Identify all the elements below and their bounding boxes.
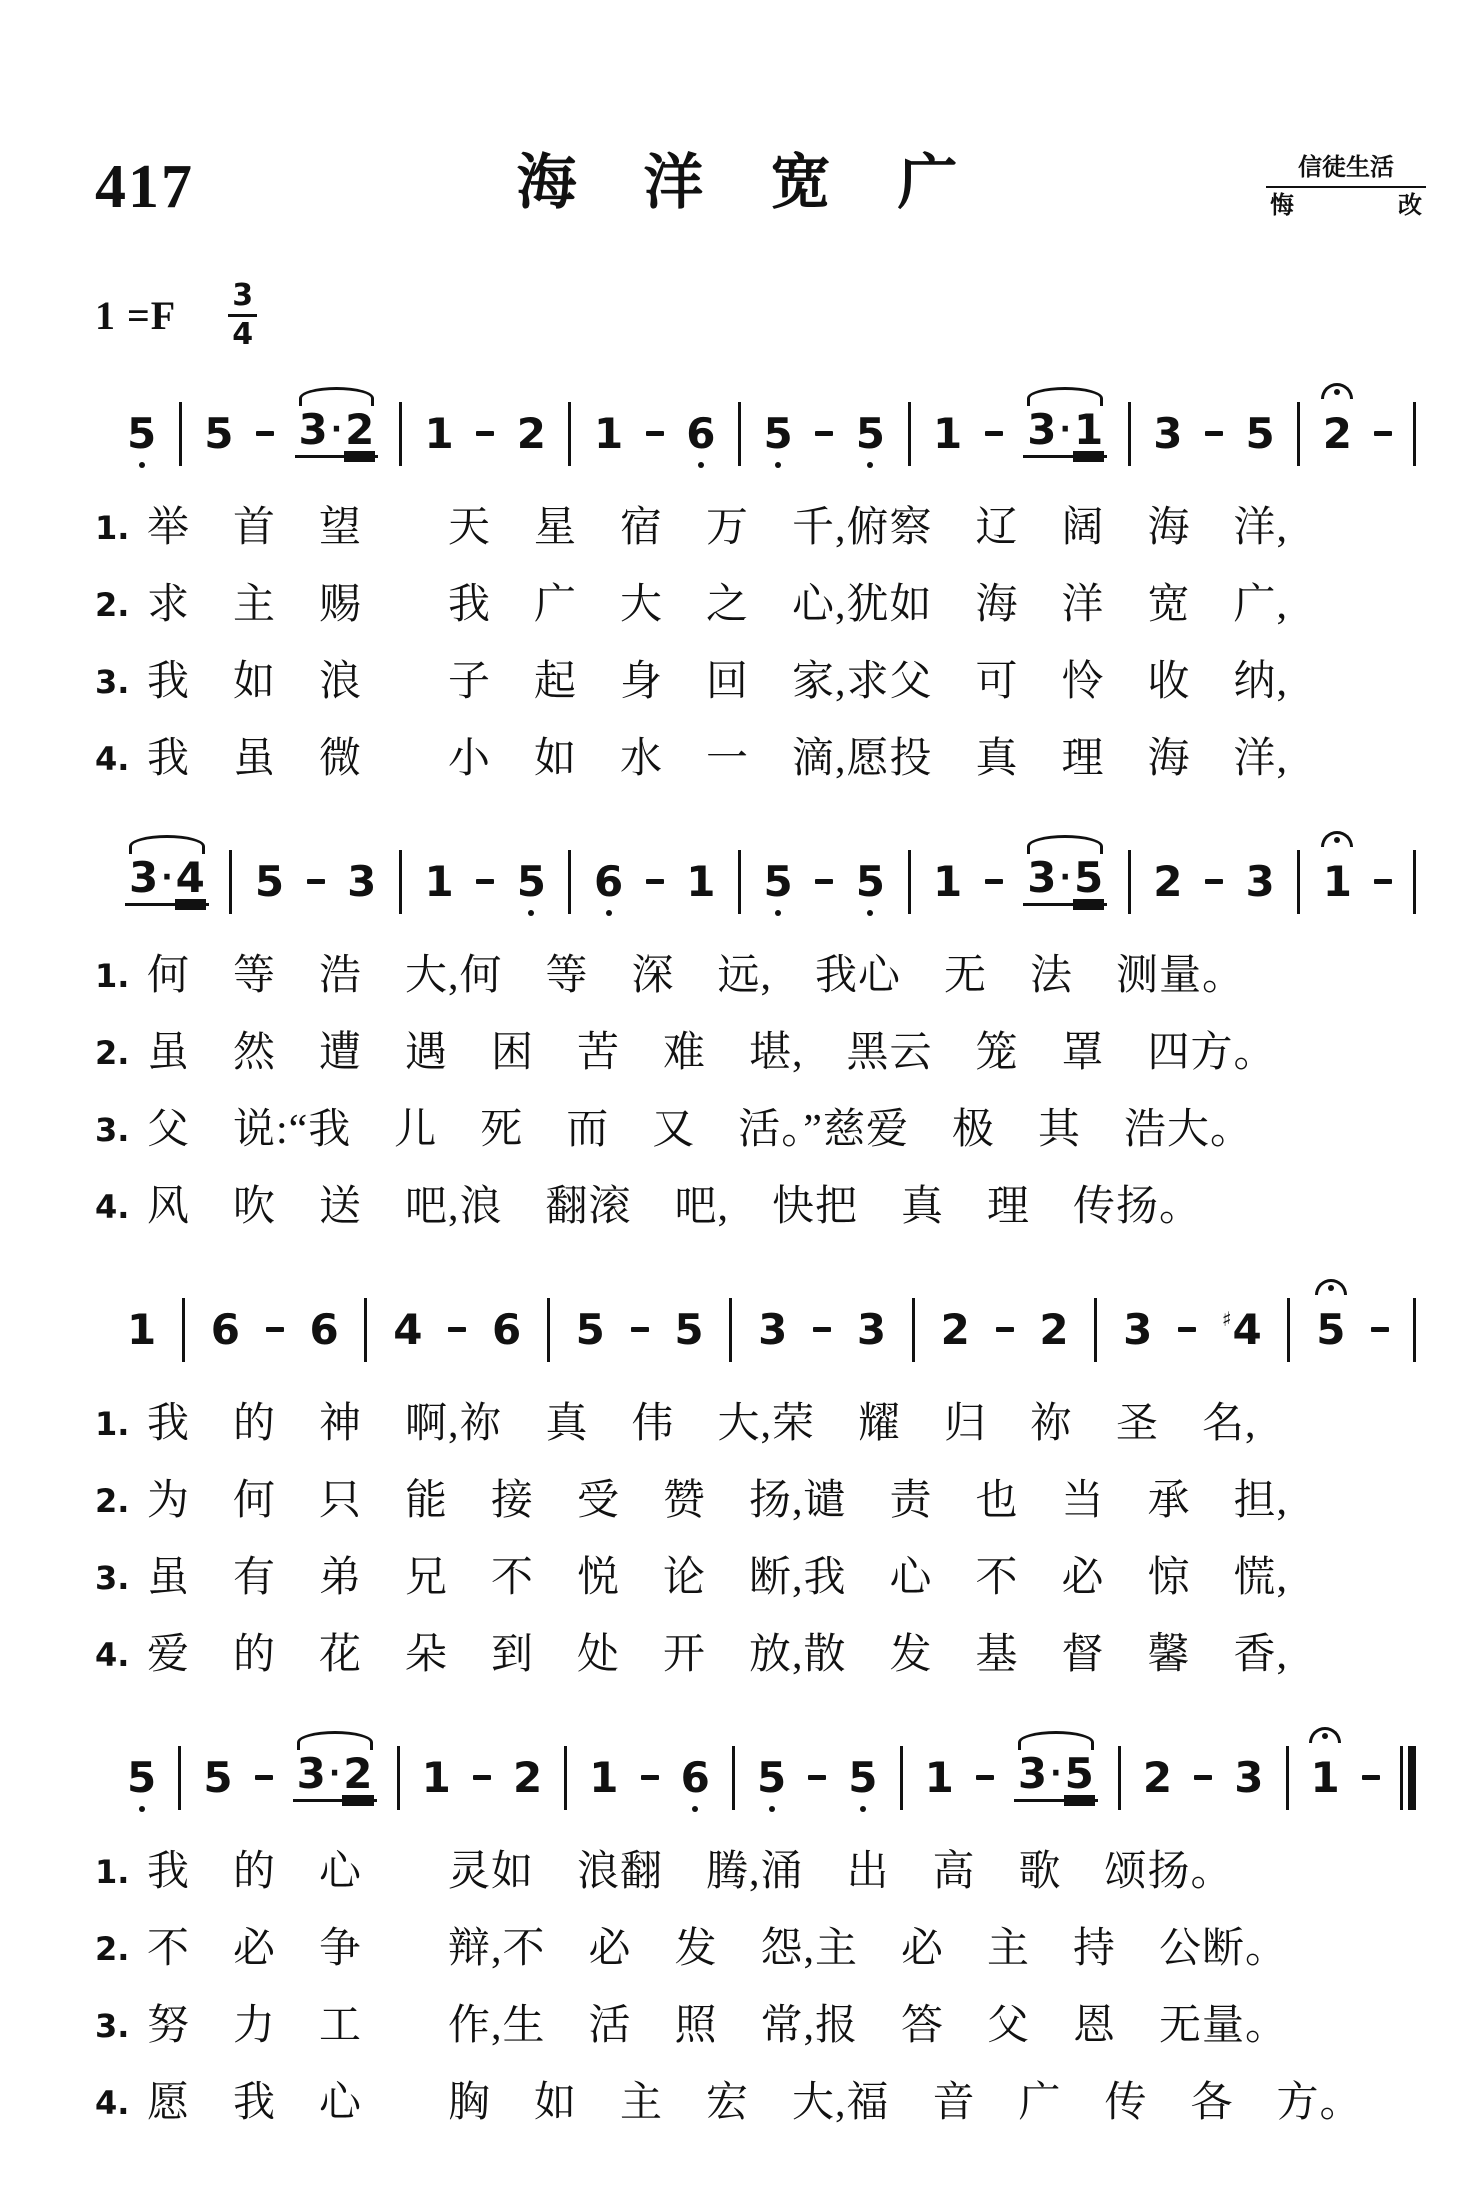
score <box>95 384 1426 2142</box>
duration-dash <box>476 431 494 436</box>
note-digit: 1 <box>421 1752 451 1802</box>
barline <box>908 850 911 914</box>
verse-number: 4. <box>95 740 130 779</box>
jianpu-note <box>939 1304 972 1354</box>
note-digit: 6 <box>680 1752 710 1802</box>
duration-dash <box>641 1775 659 1780</box>
jianpu-note <box>931 856 964 906</box>
jianpu-note <box>422 856 455 906</box>
jianpu-note <box>854 408 887 458</box>
note-digit: 5 <box>203 1752 233 1802</box>
note-digit: 1 <box>589 1752 619 1802</box>
lyric-line <box>95 1911 1426 1988</box>
barline <box>399 850 402 914</box>
jianpu-note <box>490 1304 523 1354</box>
note-digit: 5 <box>674 1304 704 1354</box>
slurred-note-group <box>293 1749 377 1802</box>
note-digit: 6 <box>210 1304 240 1354</box>
jianpu-note <box>1321 856 1354 906</box>
verse-number: 1. <box>95 1405 130 1444</box>
jianpu-note <box>420 1752 453 1802</box>
lyric-line <box>95 1617 1426 1694</box>
slurred-note-group <box>1014 1749 1098 1802</box>
category-bottom-right: 改 <box>1398 193 1422 220</box>
barline <box>732 1746 735 1810</box>
slurred-note-group <box>125 853 209 906</box>
rhythm-dot: · <box>161 860 173 896</box>
note-digit: 2 <box>1153 856 1183 906</box>
jianpu-note <box>125 408 158 458</box>
barline <box>1297 402 1300 466</box>
note-digit: 1 <box>933 408 963 458</box>
note-digit: 2 <box>1142 1752 1173 1802</box>
note-digit: 3 <box>1017 1749 1048 1799</box>
jianpu-note <box>422 408 455 458</box>
note-digit: 5 <box>756 1752 787 1802</box>
lyric-text: 我 如 浪 子 起 身 回 家,求父 可 怜 收 纳, <box>147 659 1289 706</box>
jianpu-note <box>1026 405 1057 455</box>
lyric-line <box>95 490 1426 567</box>
barline <box>229 850 232 914</box>
verse-number: 1. <box>95 509 130 548</box>
note-digit: 6 <box>491 1304 522 1354</box>
key-signature: 1 =F <box>95 292 177 338</box>
time-signature-numerator: 3 <box>228 281 257 317</box>
lyric-line <box>95 1015 1426 1092</box>
jianpu-note <box>1073 405 1104 455</box>
lyrics-section-4 <box>95 1834 1426 2142</box>
duration-dash <box>1362 1775 1380 1780</box>
jianpu-note <box>128 853 159 903</box>
lyric-line <box>95 1988 1426 2065</box>
lyric-text: 为 何 只 能 接 受 赞 扬,谴 责 也 当 承 担, <box>147 1478 1289 1525</box>
verse-number: 3. <box>95 1559 130 1598</box>
note-digit: 5 <box>848 1752 878 1802</box>
lyric-line <box>95 1540 1426 1617</box>
barline <box>912 1298 915 1362</box>
note-digit: 5 <box>763 856 793 906</box>
note-digit: 5 <box>254 856 285 906</box>
note-digit: 5 <box>855 408 885 458</box>
note-digit: 5 <box>575 1304 605 1354</box>
jianpu-note <box>1064 1749 1095 1799</box>
rhythm-dot: · <box>1050 1756 1062 1792</box>
jianpu-note <box>298 405 329 455</box>
note-digit: 4 <box>175 853 205 903</box>
lyric-text: 爱 的 花 朵 到 处 开 放,散 发 基 督 馨 香, <box>147 1632 1289 1679</box>
jianpu-note <box>1220 1304 1264 1354</box>
hymn-title: 海 洋 宽 广 <box>516 150 984 216</box>
fermata-icon <box>1315 1279 1347 1295</box>
note-digit: 2 <box>940 1304 970 1354</box>
header <box>95 150 1426 223</box>
note-digit: 3 <box>296 1749 326 1799</box>
barline <box>397 1746 400 1810</box>
barline <box>1287 1298 1290 1362</box>
lyric-line <box>95 721 1426 798</box>
jianpu-note <box>1073 853 1104 903</box>
barline <box>1413 850 1416 914</box>
note-digit: 3 <box>1123 1304 1153 1354</box>
lyric-text: 举 首 望 天 星 宿 万 千,俯察 辽 阔 海 洋, <box>147 505 1289 552</box>
jianpu-note <box>923 1752 956 1802</box>
barline <box>1297 850 1300 914</box>
barline <box>1128 402 1131 466</box>
note-digit: 1 <box>127 1304 157 1354</box>
barline <box>738 850 741 914</box>
jianpu-note <box>672 1304 705 1354</box>
key-signature-row <box>95 277 1426 352</box>
note-digit: 5 <box>1316 1304 1346 1354</box>
note-digit: 1 <box>1073 405 1104 455</box>
duration-dash <box>1194 1775 1212 1780</box>
jianpu-note <box>1026 853 1057 903</box>
jianpu-note <box>391 1304 424 1354</box>
duration-dash <box>473 1775 491 1780</box>
note-digit: 5 <box>204 408 234 458</box>
duration-dash <box>1205 431 1223 436</box>
jianpu-note <box>209 1304 242 1354</box>
verse-number: 4. <box>95 1188 130 1227</box>
jianpu-note <box>296 1749 327 1799</box>
lyric-text: 我 虽 微 小 如 水 一 滴,愿投 真 理 海 洋, <box>147 736 1289 783</box>
jianpu-note <box>253 856 286 906</box>
jianpu-note <box>1121 1304 1154 1354</box>
note-digit: 4 <box>393 1304 423 1354</box>
jianpu-note <box>515 856 548 906</box>
jianpu-note <box>125 1752 158 1802</box>
duration-dash <box>815 879 833 884</box>
lyric-line <box>95 1386 1426 1463</box>
slurred-note-group <box>1023 405 1107 458</box>
lyrics-section-3 <box>95 1386 1426 1694</box>
lyric-line <box>95 1092 1426 1169</box>
music-line-2 <box>125 832 1416 932</box>
jianpu-note <box>1232 1752 1265 1802</box>
jianpu-note <box>1321 408 1354 458</box>
jianpu-note <box>1037 1304 1070 1354</box>
verse-number: 1. <box>95 1853 130 1892</box>
verse-number: 3. <box>95 2007 130 2046</box>
note-digit: 1 <box>424 408 454 458</box>
note-digit: 1 <box>924 1752 954 1802</box>
jianpu-note <box>587 1752 620 1802</box>
barline <box>179 402 182 466</box>
jianpu-note <box>931 408 964 458</box>
jianpu-note <box>762 408 795 458</box>
lyric-text: 父 说:“我 儿 死 而 又 活。”慈爱 极 其 浩大。 <box>147 1107 1253 1154</box>
duration-dash <box>631 1327 649 1332</box>
category-block <box>1266 152 1426 223</box>
fermata-icon <box>1321 383 1353 399</box>
barline <box>1286 1746 1289 1810</box>
note-digit: 6 <box>593 856 624 906</box>
jianpu-note <box>854 856 887 906</box>
jianpu-note <box>1314 1304 1347 1354</box>
lyric-text: 风 吹 送 吧,浪 翻滚 吧, 快把 真 理 传扬。 <box>147 1184 1203 1231</box>
note-digit: 1 <box>933 856 963 906</box>
rhythm-dot: · <box>1059 412 1071 448</box>
verse-number: 2. <box>95 1034 130 1073</box>
note-digit: 3 <box>298 405 328 455</box>
category-top: 信徒生活 <box>1266 152 1426 188</box>
lyric-text: 虽 然 遭 遇 困 苦 难 堪, 黑云 笼 罩 四方。 <box>147 1030 1277 1077</box>
duration-dash <box>256 431 274 436</box>
jianpu-note <box>1243 856 1276 906</box>
note-digit: 2 <box>1039 1304 1069 1354</box>
jianpu-note <box>1309 1752 1342 1802</box>
barline <box>1413 402 1416 466</box>
jianpu-note <box>515 408 548 458</box>
note-digit: 3 <box>1027 853 1057 903</box>
barline <box>399 402 402 466</box>
jianpu-note <box>1243 408 1276 458</box>
jianpu-note <box>762 856 795 906</box>
time-signature-denominator: 4 <box>232 316 254 352</box>
jianpu-note <box>846 1752 879 1802</box>
note-digit: 1 <box>1310 1752 1340 1802</box>
jianpu-note <box>201 1752 234 1802</box>
hymn-number: 417 <box>95 153 194 221</box>
jianpu-note <box>592 856 625 906</box>
jianpu-note <box>755 1752 788 1802</box>
duration-dash <box>815 431 833 436</box>
jianpu-note <box>1017 1749 1048 1799</box>
lyric-line <box>95 1834 1426 1911</box>
lyric-line <box>95 2065 1426 2142</box>
duration-dash <box>646 879 664 884</box>
jianpu-note <box>855 1304 888 1354</box>
jianpu-note <box>756 1304 789 1354</box>
duration-dash <box>448 1327 466 1332</box>
note-digit: 3 <box>1027 405 1057 455</box>
note-digit: 3 <box>129 853 159 903</box>
lyric-line <box>95 938 1426 1015</box>
rhythm-dot: · <box>328 1756 341 1792</box>
jianpu-note <box>574 1304 607 1354</box>
duration-dash <box>1374 431 1392 436</box>
lyric-text: 我 的 神 啊,祢 真 伟 大,荣 耀 归 祢 圣 名, <box>147 1401 1257 1448</box>
barline <box>908 402 911 466</box>
barline <box>182 1298 185 1362</box>
barline <box>1094 1298 1097 1362</box>
note-digit: 6 <box>309 1304 339 1354</box>
jianpu-note <box>345 856 378 906</box>
lyrics-section-2 <box>95 938 1426 1246</box>
duration-dash <box>813 1327 831 1332</box>
slurred-note-group <box>295 405 379 458</box>
note-digit: 2 <box>516 408 546 458</box>
lyric-text: 我 的 心 灵如 浪翻 腾,涌 出 高 歌 颂扬。 <box>147 1849 1234 1896</box>
lyric-text: 虽 有 弟 兄 不 悦 论 断,我 心 不 必 惊 慌, <box>147 1555 1289 1602</box>
jianpu-note <box>679 1752 712 1802</box>
barline <box>729 1298 732 1362</box>
lyric-text: 何 等 浩 大,何 等 深 远, 我心 无 法 测量。 <box>147 953 1246 1000</box>
note-digit: 1 <box>686 856 716 906</box>
jianpu-note <box>1151 856 1184 906</box>
duration-dash <box>1374 879 1392 884</box>
note-digit: 3 <box>1153 408 1183 458</box>
note-digit: 2 <box>512 1752 543 1802</box>
jianpu-note <box>684 856 717 906</box>
sharp-icon: ♯ <box>1221 1306 1232 1331</box>
lyric-line <box>95 1463 1426 1540</box>
barline <box>364 1298 367 1362</box>
lyrics-section-1 <box>95 490 1426 798</box>
note-digit: 5 <box>855 856 885 906</box>
music-line-3 <box>125 1280 1416 1380</box>
note-digit: 5 <box>127 408 157 458</box>
lyric-text: 努 力 工 作,生 活 照 常,报 答 父 恩 无量。 <box>147 2003 1289 2050</box>
barline <box>564 1746 567 1810</box>
note-digit: 1 <box>424 856 454 906</box>
note-digit: 5 <box>763 408 793 458</box>
category-bottom-left: 悔 <box>1270 193 1294 220</box>
final-barline <box>1400 1746 1416 1810</box>
verse-number: 2. <box>95 586 130 625</box>
lyric-text: 求 主 赐 我 广 大 之 心,犹如 海 洋 宽 广, <box>147 582 1289 629</box>
barline <box>1118 1746 1121 1810</box>
note-digit: 5 <box>1064 1749 1094 1799</box>
note-digit: 4 <box>1232 1304 1262 1354</box>
lyric-text: 不 必 争 辩,不 必 发 怨,主 必 主 持 公断。 <box>147 1926 1289 1973</box>
verse-number: 2. <box>95 1482 130 1521</box>
jianpu-note <box>307 1304 340 1354</box>
verse-number: 4. <box>95 1636 130 1675</box>
duration-dash <box>646 431 664 436</box>
rhythm-dot: · <box>330 412 343 448</box>
barline <box>1128 850 1131 914</box>
note-digit: 2 <box>343 1749 373 1799</box>
verse-number: 3. <box>95 663 130 702</box>
jianpu-note <box>342 1749 373 1799</box>
barline <box>568 402 571 466</box>
rhythm-dot: · <box>1059 860 1071 896</box>
note-digit: 1 <box>1322 856 1352 906</box>
jianpu-note <box>202 408 235 458</box>
slurred-note-group <box>1023 853 1107 906</box>
note-digit: 5 <box>1073 853 1104 903</box>
lyric-line <box>95 1169 1426 1246</box>
duration-dash <box>266 1327 284 1332</box>
duration-dash <box>808 1775 826 1780</box>
lyric-text: 愿 我 心 胸 如 主 宏 大,福 音 广 传 各 方。 <box>147 2080 1363 2127</box>
jianpu-note <box>1151 408 1184 458</box>
duration-dash <box>1371 1327 1389 1332</box>
note-digit: 2 <box>345 405 375 455</box>
barline <box>1413 1298 1416 1362</box>
music-line-4 <box>125 1728 1416 1828</box>
barline <box>900 1746 903 1810</box>
jianpu-note <box>175 853 206 903</box>
jianpu-note <box>592 408 625 458</box>
duration-dash <box>976 1775 994 1780</box>
note-digit: 3 <box>1245 856 1275 906</box>
verse-number: 4. <box>95 2084 130 2123</box>
barline <box>178 1746 181 1810</box>
verse-number: 3. <box>95 1111 130 1150</box>
jianpu-note <box>1141 1752 1174 1802</box>
note-digit: 3 <box>856 1304 887 1354</box>
duration-dash <box>307 879 325 884</box>
fermata-icon <box>1309 1727 1341 1743</box>
note-digit: 3 <box>347 856 377 906</box>
time-signature <box>228 277 257 352</box>
barline <box>738 402 741 466</box>
jianpu-note <box>684 408 717 458</box>
note-digit: 3 <box>758 1304 788 1354</box>
barline <box>547 1298 550 1362</box>
verse-number: 2. <box>95 1930 130 1969</box>
duration-dash <box>985 431 1003 436</box>
duration-dash <box>985 879 1003 884</box>
music-line-1 <box>125 384 1416 484</box>
jianpu-note <box>344 405 375 455</box>
duration-dash <box>996 1327 1014 1332</box>
verse-number: 1. <box>95 957 130 996</box>
fermata-icon <box>1321 831 1353 847</box>
category-bottom <box>1266 188 1426 222</box>
note-digit: 5 <box>516 856 546 906</box>
barline <box>568 850 571 914</box>
note-digit: 5 <box>1245 408 1275 458</box>
duration-dash <box>255 1775 273 1780</box>
lyric-line <box>95 567 1426 644</box>
duration-dash <box>1205 879 1223 884</box>
note-digit: 5 <box>127 1752 157 1802</box>
duration-dash <box>1178 1327 1196 1332</box>
note-digit: 3 <box>1234 1752 1264 1802</box>
lyric-line <box>95 644 1426 721</box>
note-digit: 2 <box>1322 408 1352 458</box>
jianpu-note <box>511 1752 544 1802</box>
note-digit: 1 <box>593 408 624 458</box>
duration-dash <box>476 879 494 884</box>
note-digit: 6 <box>686 408 716 458</box>
jianpu-note <box>125 1304 158 1354</box>
